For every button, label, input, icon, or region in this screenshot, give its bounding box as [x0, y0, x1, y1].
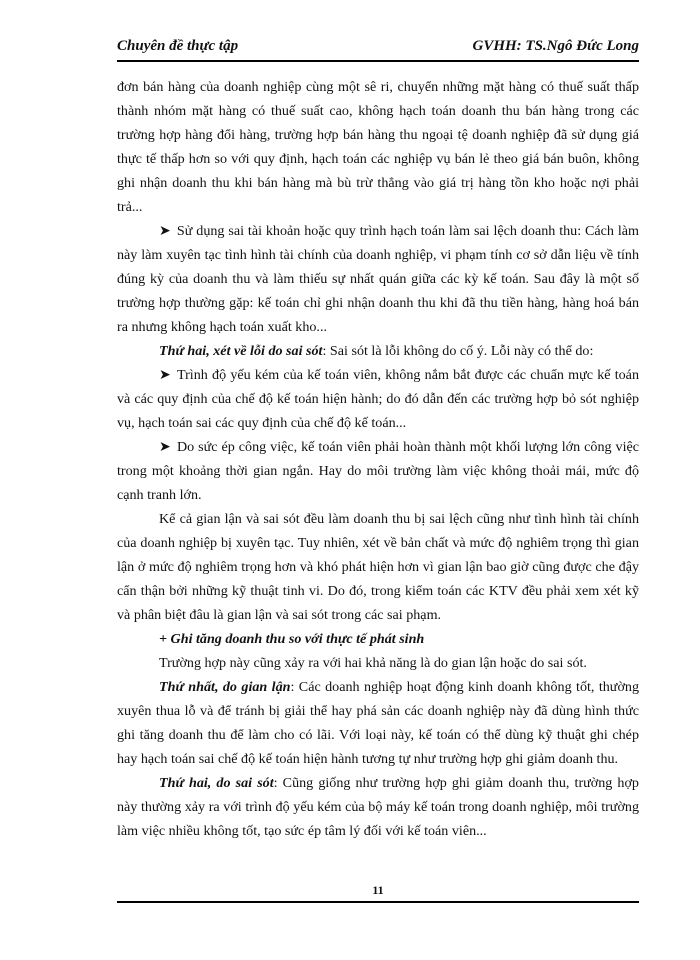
header-title: Chuyên đề thực tập	[117, 38, 239, 54]
paragraph: Trường hợp này cũng xảy ra với hai khả năng là do gian lận hoặc do sai sót.	[159, 655, 587, 671]
body-text	[117, 75, 639, 843]
arrow-bullet-icon: ➤	[159, 223, 171, 239]
paragraph	[117, 339, 639, 363]
bullet-paragraph	[117, 435, 639, 507]
emphasis-heading: Thứ hai, do sai sót	[159, 775, 274, 791]
emphasis-heading: Thứ hai, xét về lỗi do sai sót	[159, 343, 323, 359]
paragraph-text: : Các doanh nghiệp hoạt động kinh doanh không tốt, thường xuyên thua lỗ và để tránh bị giải thể hay phá sản các doanh nghiệp này đã dùng hình thức ghi tăng doanh thu để làm cho có lãi. Với loại này, kế toán có thể dùng kỹ thuật ghi chép hay hạch toán sai chế độ kế toán hiện hành tương tự như trường hợp ghi giảm doanh thu.	[117, 679, 639, 767]
paragraph-text: : Sai sót là lỗi không do cố ý. Lỗi này có thể do:	[322, 343, 594, 359]
header-supervisor: GVHH: TS.Ngô Đức Long	[472, 38, 639, 54]
bullet-text: Do sức ép công việc, kế toán viên phải hoàn thành một khối lượng lớn công việc trong một khoảng thời gian ngắn. Hay do môi trường làm việc không thoải mái, mức độ cạnh tranh lớn.	[117, 439, 639, 503]
paragraph	[117, 771, 639, 843]
page-header	[117, 38, 639, 62]
arrow-bullet-icon: ➤	[159, 367, 171, 383]
bullet-paragraph	[117, 219, 639, 339]
paragraph	[117, 675, 639, 771]
bullet-text: Sử dụng sai tài khoản hoặc quy trình hạch toán làm sai lệch doanh thu: Cách làm này làm xuyên tạc tình hình tài chính của doanh nghiệp, vi phạm tính cơ sở dẫn liệu về tính đúng kỳ của doanh thu và làm thiếu sự nhất quán giữa các kỳ kế toán. Sau đây là một số trường hợp thường gặp: kế toán chỉ ghi nhận doanh thu khi đã thu tiền hàng, hàng hoá bán ra nhưng không hạch toán xuất kho...	[117, 223, 639, 335]
emphasis-heading: Thứ nhất, do gian lận	[159, 679, 291, 695]
page-footer	[117, 883, 639, 903]
arrow-bullet-icon: ➤	[159, 439, 171, 455]
page-number: 11	[372, 883, 384, 897]
paragraph: đơn bán hàng của doanh nghiệp cùng một sê ri, chuyển những mặt hàng có thuế suất thấp thành nhóm mặt hàng có thuế suất cao, không hạch toán doanh thu bán hàng trong các trường hợp hàng đổi hàng, trường hợp bán hàng thu ngoại tệ doanh nghiệp đã sử dụng giá thực tế thấp hơn so với quy định, hạch toán các nghiệp vụ bán lẻ theo giá bán buôn, không ghi nhận doanh thu khi bán hàng mà bù trừ thẳng vào giá trị hàng tồn kho hoặc nợi phải trả...	[117, 79, 639, 215]
paragraph-text: : Cũng giống như trường hợp ghi giảm doanh thu, trường hợp này thường xảy ra với trình độ yếu kém của bộ máy kế toán trong doanh nghiệp, môi trường làm việc nhiều không tốt, tạo sức ép tâm lý đối với kế toán viên...	[117, 775, 639, 839]
bullet-paragraph	[117, 363, 639, 435]
paragraph: Kể cả gian lận và sai sót đều làm doanh thu bị sai lệch cũng như tình hình tài chính của doanh nghiệp bị xuyên tạc. Tuy nhiên, xét về bản chất và mức độ nghiêm trọng thì gian lận ở mức độ nghiêm trọng hơn và khó phát hiện hơn vì gian lận bao giờ cũng được che đậy cẩn thận bởi những kỹ thuật tinh vi. Do đó, trong kiểm toán các KTV đều phải xem xét kỹ và phân biệt đâu là gian lận và sai sót trong các sai phạm.	[117, 511, 639, 623]
section-heading: + Ghi tăng doanh thu so với thực tế phát sinh	[159, 631, 425, 647]
bullet-text: Trình độ yếu kém của kế toán viên, không nắm bắt được các chuẩn mực kế toán và các quy định của chế độ kế toán hiện hành; do đó dẫn đến các trường hợp bỏ sót nghiệp vụ, hạch toán sai các quy định của chế độ kế toán...	[117, 367, 639, 431]
